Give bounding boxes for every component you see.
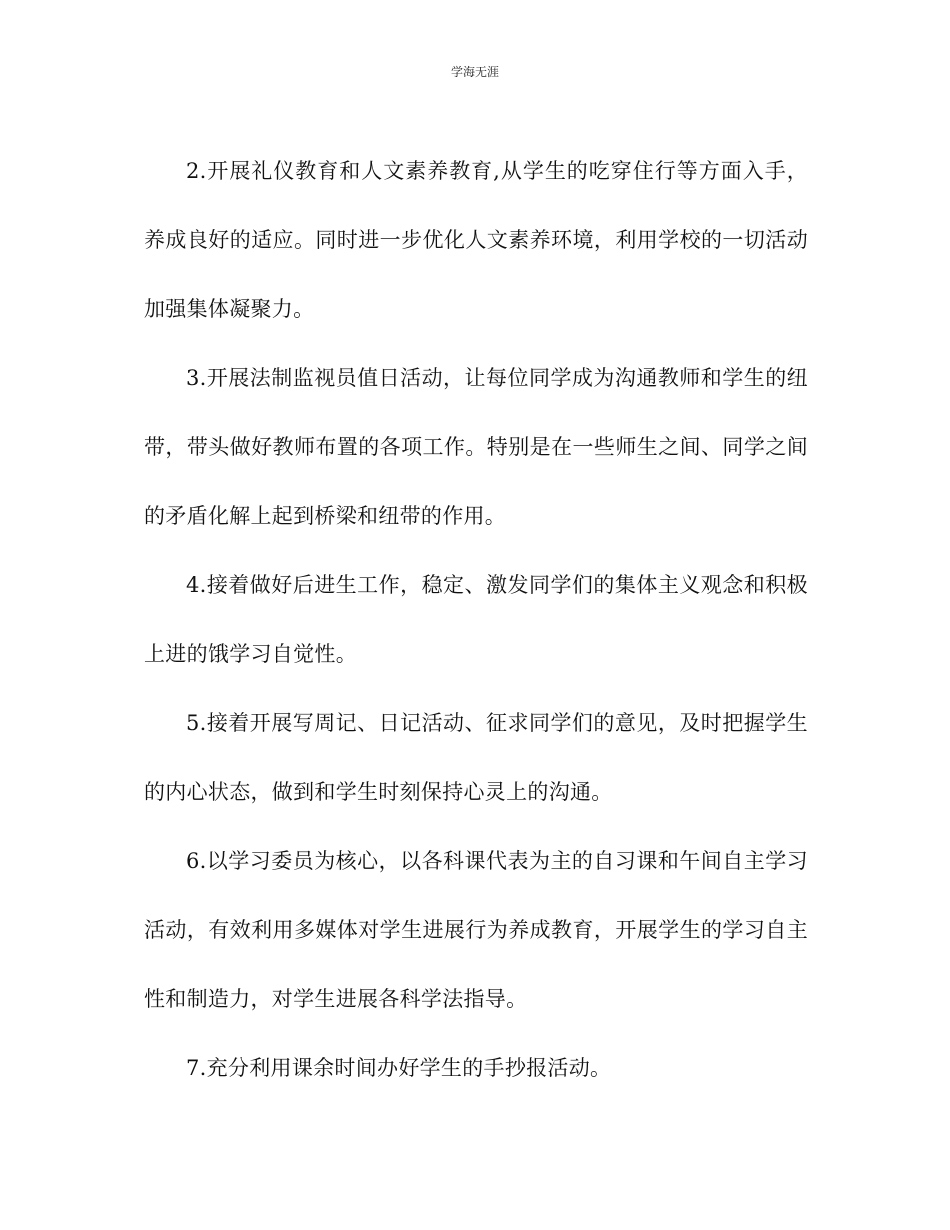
paragraph-item-6: 6.以学习委员为核心，以各科课代表为主的自习课和午间自主学习活动，有效利用多媒体对学生进展行为养成教育，开展学生的学习自主性和制造力，对学生进展各科学法指导。 (144, 849, 808, 1011)
paragraph-item-2: 2.开展礼仪教育和人文素养教育,从学生的吃穿住行等方面入手，养成良好的适应。同时进一步优化人文素养环境，利用学校的一切活动加强集体凝聚力。 (144, 159, 808, 321)
page-header: 学海无涯 (450, 65, 499, 79)
paragraph-item-3: 3.开展法制监视员值日活动，让每位同学成为沟通教师和学生的纽带，带头做好教师布置的各项工作。特别是在一些师生之间、同学之间的矛盾化解上起到桥梁和纽带的作用。 (144, 366, 808, 528)
paragraph-item-4: 4.接着做好后进生工作，稳定、激发同学们的集体主义观念和积极上进的饿学习自觉性。 (144, 573, 808, 666)
paragraph-item-5: 5.接着开展写周记、日记活动、征求同学们的意见，及时把握学生的内心状态，做到和学生时刻保持心灵上的沟通。 (144, 711, 808, 804)
paragraph-item-7: 7.充分利用课余时间办好学生的手抄报活动。 (186, 1056, 612, 1080)
document-body (144, 137, 808, 1103)
